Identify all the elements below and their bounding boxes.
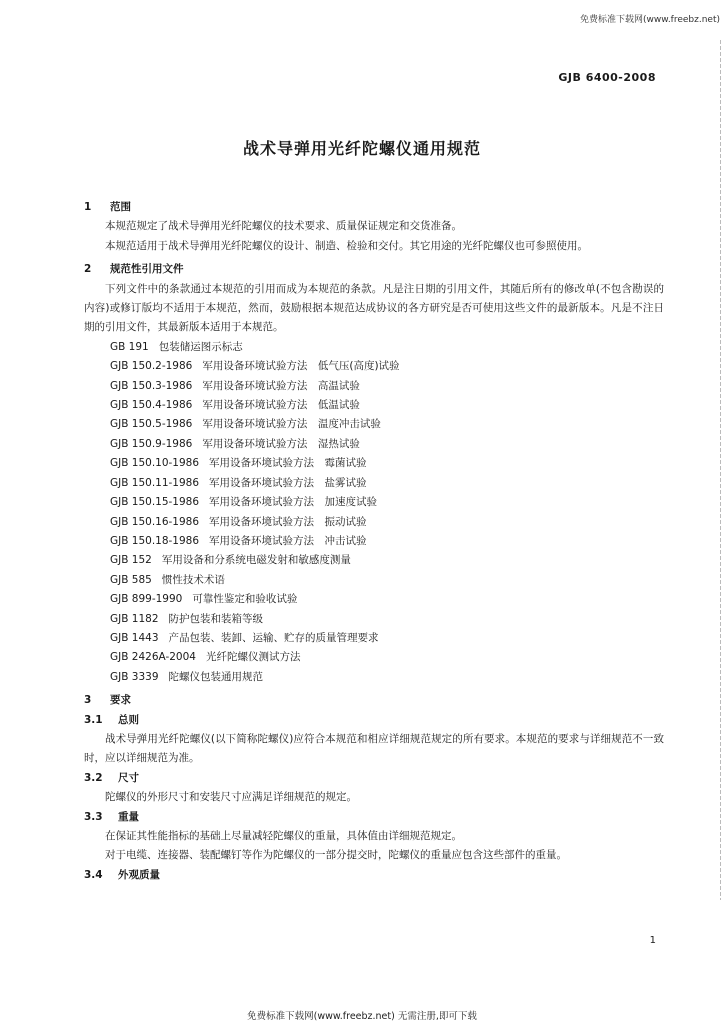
reference-item: [84, 338, 664, 357]
reference-code: GJB 150.9-1986: [110, 437, 193, 450]
reference-list: [84, 338, 664, 687]
reference-item: [84, 454, 664, 473]
reference-item: [84, 493, 664, 512]
section-2-heading: [84, 260, 664, 279]
reference-title: 军用设备环境试验方法 霉菌试验: [209, 457, 367, 470]
reference-code: GJB 1443: [110, 631, 159, 644]
reference-code: GJB 585: [110, 573, 152, 586]
subsection-3-2-heading: [84, 769, 664, 788]
reference-item: [84, 435, 664, 454]
reference-title: 军用设备环境试验方法 低气压(高度)试验: [202, 360, 400, 373]
reference-code: GB 191: [110, 340, 149, 353]
document-body: [84, 194, 664, 885]
reference-title: 军用设备环境试验方法 湿热试验: [202, 437, 360, 450]
subsection-3-4-heading: [84, 866, 664, 885]
reference-title: 军用设备环境试验方法 温度冲击试验: [202, 418, 381, 431]
reference-item: [84, 474, 664, 493]
section-3-heading: [84, 691, 664, 710]
subsection-3-1-heading: [84, 711, 664, 730]
reference-item: [84, 610, 664, 629]
reference-item: [84, 571, 664, 590]
reference-code: GJB 152: [110, 554, 152, 567]
section-number: 3: [84, 694, 92, 707]
reference-item: [84, 396, 664, 415]
reference-item: [84, 629, 664, 648]
reference-code: GJB 150.16-1986: [110, 515, 200, 528]
reference-code: GJB 150.15-1986: [110, 496, 200, 509]
subsection-title: 尺寸: [118, 771, 139, 784]
subsection-number: 3.1: [84, 713, 103, 726]
section-title: 要求: [110, 694, 131, 707]
watermark-top: 免费标准下载网(www.freebz.net): [580, 15, 720, 25]
scan-margin-line: [720, 40, 721, 900]
watermark-bottom: 免费标准下载网(www.freebz.net) 无需注册,即可下载: [247, 1011, 477, 1022]
section-number: 2: [84, 263, 92, 276]
reference-code: GJB 150.5-1986: [110, 418, 193, 431]
section-title: 范围: [110, 201, 131, 213]
reference-title: 军用设备环境试验方法 高温试验: [202, 379, 360, 392]
subsection-number: 3.4: [84, 868, 103, 881]
reference-code: GJB 2426A-2004: [110, 651, 196, 664]
reference-item: [84, 513, 664, 532]
section-1-heading: [84, 198, 664, 217]
paragraph: 下列文件中的条款通过本规范的引用而成为本规范的条款。凡是注日期的引用文件，其随后所有的修改单(不包含勘误的内容)或修订版均不适用于本规范，然而，鼓励根据本规范达成协议的各方研究是否可使用这些文件的最新版本。凡是不注日期的引用文件，其最新版本适用于本规范。: [84, 282, 664, 334]
reference-code: GJB 150.4-1986: [110, 399, 193, 412]
reference-title: 包装储运图示标志: [158, 340, 243, 353]
reference-title: 军用设备环境试验方法 冲击试验: [209, 534, 367, 547]
paragraph: 在保证其性能指标的基础上尽量减轻陀螺仪的重量，具体值由详细规范规定。: [105, 830, 462, 842]
subsection-number: 3.2: [84, 771, 103, 784]
section-number: 1: [84, 201, 92, 213]
reference-code: GJB 150.10-1986: [110, 457, 200, 470]
section-title: 规范性引用文件: [110, 263, 184, 276]
reference-item: [84, 357, 664, 376]
reference-title: 产品包装、装卸、运输、贮存的质量管理要求: [168, 631, 379, 644]
subsection-title: 重量: [118, 810, 139, 823]
paragraph: 本规范规定了战术导弹用光纤陀螺仪的技术要求、质量保证规定和交货准备。: [105, 220, 462, 233]
reference-title: 惯性技术术语: [161, 573, 225, 586]
reference-code: GJB 899-1990: [110, 593, 183, 606]
standard-code: GJB 6400-2008: [558, 71, 656, 84]
subsection-number: 3.3: [84, 810, 103, 823]
reference-code: GJB 150.18-1986: [110, 534, 200, 547]
reference-title: 军用设备和分系统电磁发射和敏感度测量: [161, 554, 351, 567]
reference-code: GJB 150.2-1986: [110, 360, 193, 373]
reference-item: [84, 648, 664, 667]
reference-title: 防护包装和装箱等级: [168, 612, 263, 625]
reference-item: [84, 532, 664, 551]
reference-title: 可靠性鉴定和验收试验: [192, 593, 298, 606]
reference-item: [84, 415, 664, 434]
reference-code: GJB 1182: [110, 612, 159, 625]
document-title: 战术导弹用光纤陀螺仪通用规范: [242, 139, 481, 158]
paragraph: 本规范适用于战术导弹用光纤陀螺仪的设计、制造、检验和交付。其它用途的光纤陀螺仪也可参照使用。: [105, 239, 588, 252]
reference-item: [84, 377, 664, 396]
reference-title: 军用设备环境试验方法 加速度试验: [209, 496, 378, 509]
paragraph: 陀螺仪的外形尺寸和安装尺寸应满足详细规范的规定。: [105, 791, 357, 804]
subsection-3-3-heading: [84, 808, 664, 827]
reference-title: 军用设备环境试验方法 盐雾试验: [209, 476, 367, 489]
reference-code: GJB 150.3-1986: [110, 379, 193, 392]
page-number: 1: [649, 935, 656, 946]
paragraph: 战术导弹用光纤陀螺仪(以下简称陀螺仪)应符合本规范和相应详细规范规定的所有要求。本规范的要求与详细规范不一致时，应以详细规范为准。: [84, 732, 664, 765]
reference-code: GJB 150.11-1986: [110, 476, 200, 489]
reference-item: [84, 551, 664, 570]
reference-title: 陀螺仪包装通用规范: [168, 670, 263, 683]
reference-item: [84, 668, 664, 687]
reference-code: GJB 3339: [110, 670, 159, 683]
reference-title: 军用设备环境试验方法 低温试验: [202, 399, 360, 412]
subsection-title: 总则: [118, 713, 139, 726]
reference-title: 光纤陀螺仪测试方法: [205, 651, 301, 664]
paragraph: 对于电缆、连接器、装配螺钉等作为陀螺仪的一部分提交时，陀螺仪的重量应包含这些部件的重量。: [105, 849, 567, 862]
subsection-title: 外观质量: [118, 868, 160, 881]
reference-title: 军用设备环境试验方法 振动试验: [209, 515, 367, 528]
reference-item: [84, 590, 664, 609]
